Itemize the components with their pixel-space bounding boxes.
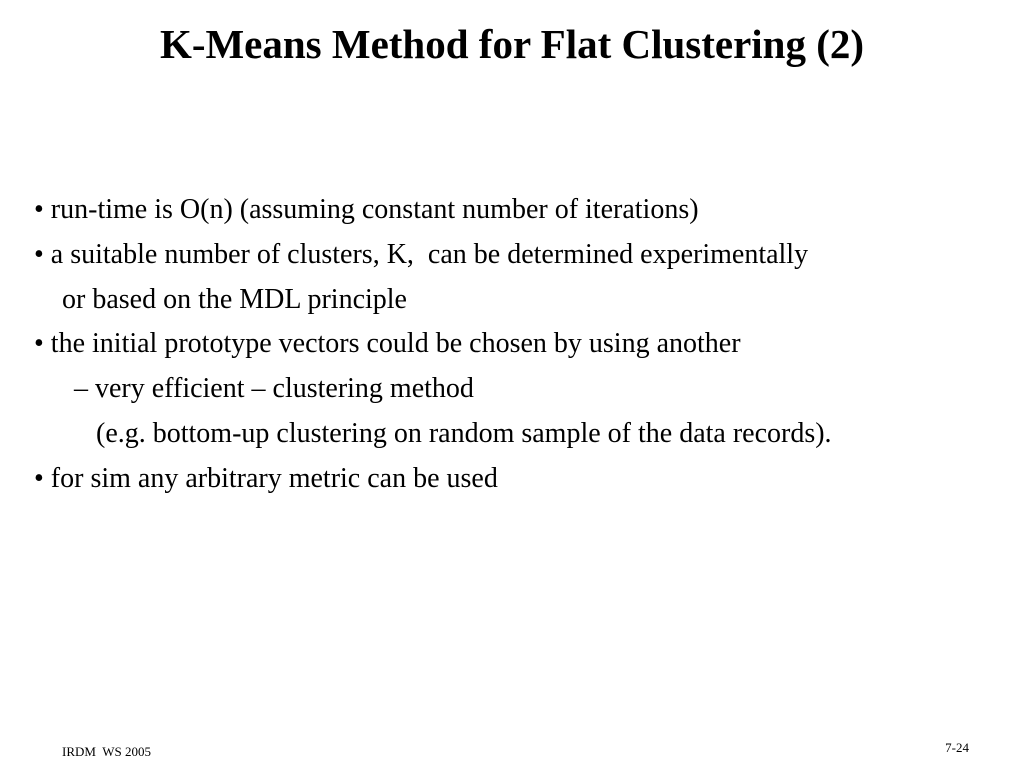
bullet-runtime: • run-time is O(n) (assuming constant number of iterations) <box>34 194 699 225</box>
bullet-number-of-clusters: • a suitable number of clusters, K, can be determined experimentally <box>34 238 809 270</box>
slide-body <box>34 188 1014 502</box>
footer-page-number: 7-24 <box>945 740 969 755</box>
sub-note-example: (e.g. bottom-up clustering on random sample of the data records). <box>96 417 832 449</box>
bullet-arbitrary-metric: • for sim any arbitrary metric can be used <box>34 462 498 494</box>
bullet-initial-prototypes: • the initial prototype vectors could be chosen by using another <box>34 328 741 360</box>
bullet-continuation-mdl: or based on the MDL principle <box>62 283 407 315</box>
slide-title: K-Means Method for Flat Clustering (2) <box>159 21 865 67</box>
bullet-continuation-efficient-method: – very efficient – clustering method <box>74 373 474 405</box>
footer-course-label: IRDM WS 2005 <box>62 744 151 759</box>
